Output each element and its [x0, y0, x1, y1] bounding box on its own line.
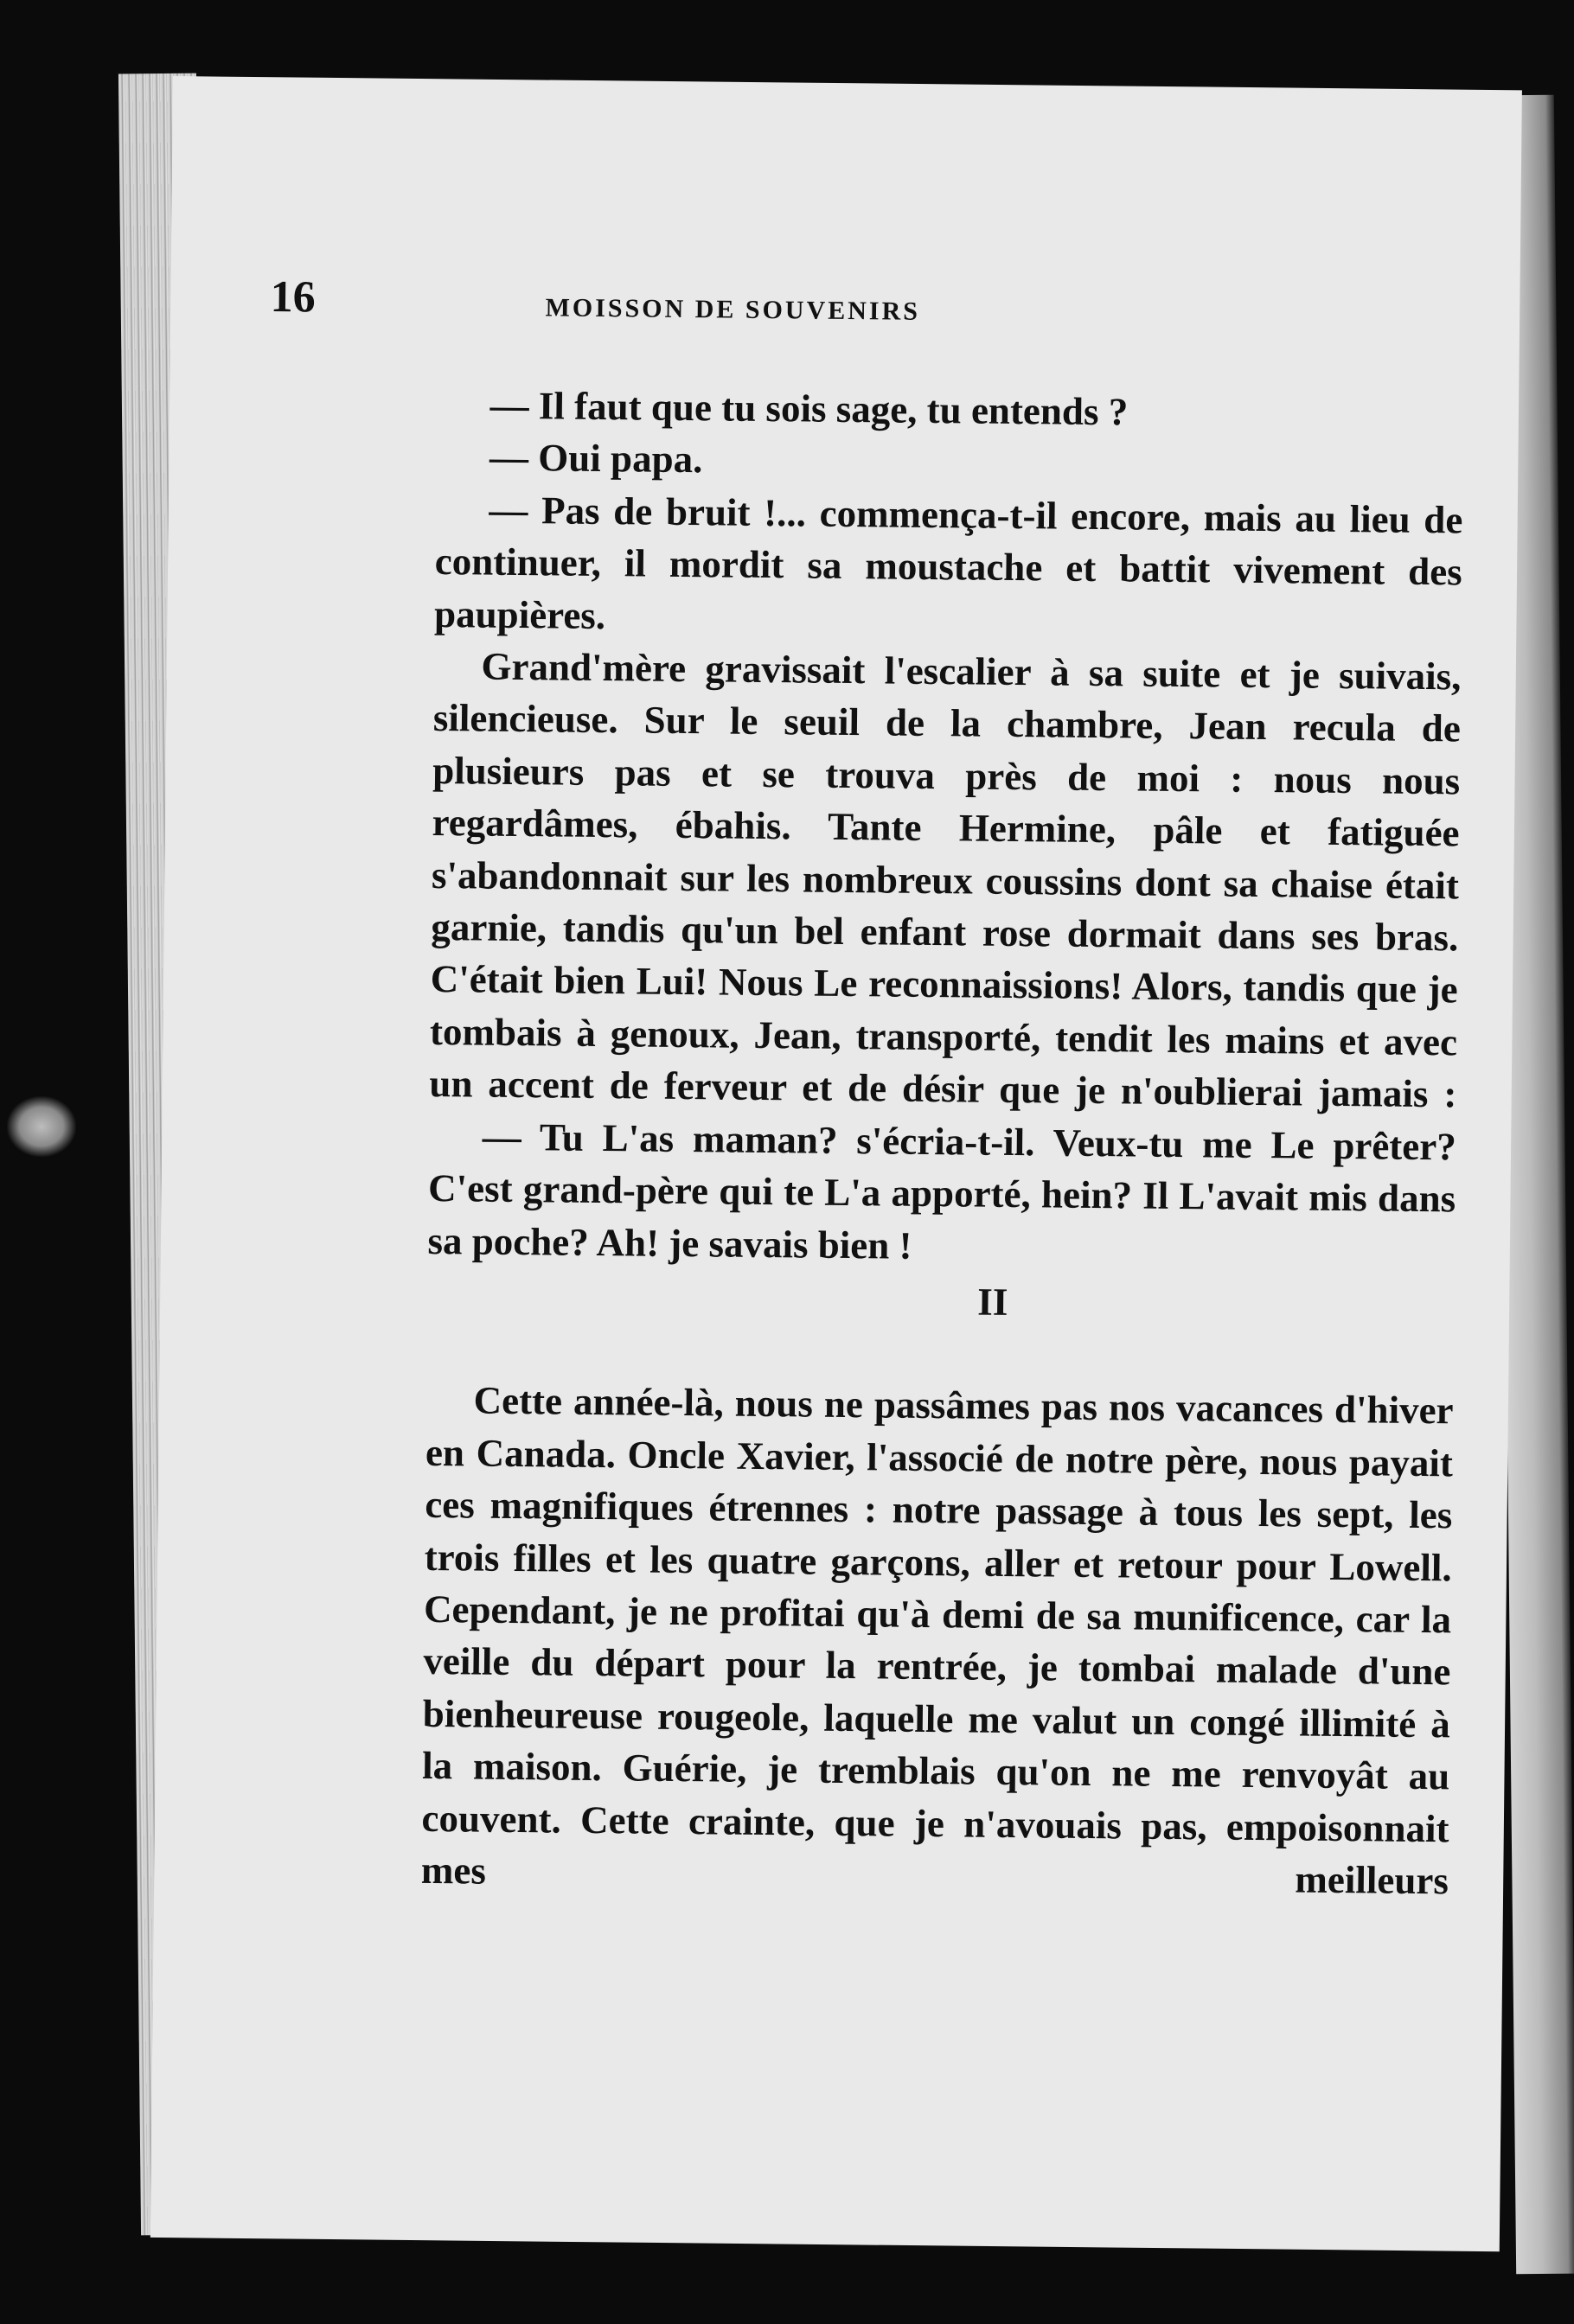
page-number: 16: [270, 271, 316, 322]
page-text: [421, 379, 1464, 1907]
dialogue-line: — Il faut que tu sois sage, tu entends ?: [489, 383, 1129, 434]
section-paragraph: Cette année-là, nous ne passâmes pas nos vacances d'hiver en Canada. Oncle Xavier, l'associé de notre père, nous payait ces magnifiques étrennes : notre passage à tous les sept, les trois filles et les quatre garçons, aller et retour pour Lowell. Cependant, je ne profitai qu'à demi de sa munificence, car la veille du départ pour la rentrée, je tombai malade d'une bienheureuse rougeole, laquelle me valut un congé illimité à la maison. Guérie, je tremblais qu'on ne me renvoyât au couvent. Cette crainte, que je n'avouais pas, empoisonnait mes meilleurs: [420, 1378, 1454, 1903]
page-header: [270, 268, 1308, 348]
dialogue-line: — Oui papa.: [489, 436, 703, 482]
section-heading: II: [977, 1280, 1008, 1324]
dialogue-paragraph: — Pas de bruit !... commença-t-il encore, mais au lieu de continuer, il mordit sa moustache et battit vivement des paupières.: [433, 488, 1463, 637]
scan-speck: [7, 1096, 76, 1157]
running-title: MOISSON DE SOUVENIRS: [545, 293, 921, 326]
dialogue-paragraph: — Tu L'as maman? s'écria-t-il. Veux-tu me Le prêter? C'est grand-père qui te L'a apporté, hein? Il L'avait mis dans sa poche? Ah! je savais bien !: [427, 1114, 1457, 1267]
narrative-paragraph: Grand'mère gravissait l'escalier à sa suite et je suivais, silencieuse. Sur le seuil de la chambre, Jean recula de plusieurs pas et se trouva près de moi : nous nous regardâmes, ébahis. Tante Hermine, pâle et fatiguée s'abandonnait sur les nombreux coussins dont sa chaise était garnie, tandis qu'un bel enfant rose dormait dans ses bras. C'était bien Lui! Nous Le reconnaissions! Alors, tandis que je tombais à genoux, Jean, transporté, tendit les mains et avec un accent de ferveur et de désir que je n'oublierai jamais :: [429, 644, 1462, 1116]
